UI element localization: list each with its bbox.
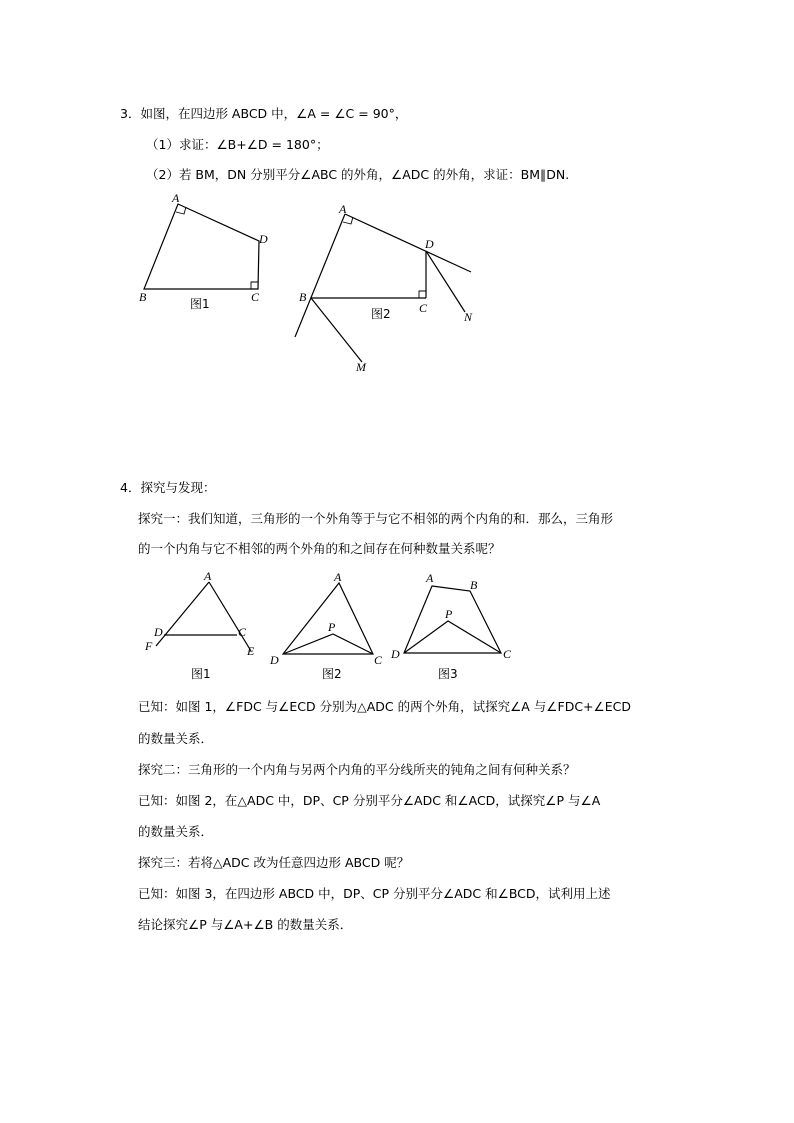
q3-fig2-ray-bm (311, 298, 362, 362)
q4-given3-line1: 已知：如图 3，在四边形 ABCD 中，DP、CP 分别平分∠ADC 和∠BCD，试利用上述 (138, 886, 611, 901)
q4-fig1-label-a: A (204, 569, 212, 583)
q3-fig1-label-d: D (259, 232, 268, 246)
q3-fig1-label-c: C (251, 290, 260, 304)
q3-part2: （2）若 BM，DN 分别平分∠ABC 的外角，∠ADC 的外角，求证：BM∥DN. (146, 167, 570, 182)
q3-fig2-label-a: A (339, 202, 347, 216)
q3-stem: 3．如图，在四边形 ABCD 中，∠A = ∠C = 90°， (120, 106, 408, 121)
q4-fig1-label-e: E (247, 644, 255, 658)
q4-fig3-label-p: P (445, 607, 453, 621)
q4-given2-line2: 的数量关系． (138, 824, 214, 839)
q4-fig2-triangle-adc (283, 583, 373, 654)
q4-fig2-label-p: P (328, 620, 336, 634)
q4-explore3: 探究三：若将△ADC 改为任意四边形 ABCD 呢？ (138, 855, 410, 870)
q4-title: 4．探究与发现： (120, 480, 216, 495)
q4-fig1-label-d: D (154, 625, 163, 639)
q4-fig1-side-ac-extended (209, 582, 251, 651)
q4-fig2-label-c: C (374, 653, 383, 667)
q4-fig2-label-d: D (270, 653, 279, 667)
q4-explore1-line1: 探究一：我们知道，三角形的一个外角等于与它不相邻的两个内角的和．那么，三角形 (138, 511, 614, 526)
q4-fig1-label-c: C (238, 625, 247, 639)
q3-fig1-label-b: B (139, 290, 147, 304)
q3-fig2-line-ab-extended (295, 214, 345, 337)
q4-given1-line1: 已知：如图 1，∠FDC 与∠ECD 分别为△ADC 的两个外角，试探究∠A 与∠FDC+∠ECD (138, 699, 631, 714)
q4-figure-1 (140, 566, 265, 686)
q3-fig1-label-a: A (172, 191, 180, 205)
q3-fig1-right-angle-c (251, 282, 258, 289)
q4-fig1-label-f: F (145, 639, 153, 653)
q3-fig2-right-angle-a (343, 217, 353, 224)
q3-fig1-right-angle-a (176, 207, 186, 214)
q4-explore2: 探究二：三角形的一个内角与另两个内角的平分线所夹的钝角之间有何种关系？ (138, 762, 576, 777)
q4-fig1-caption: 图1 (191, 667, 211, 681)
q4-fig1-side-ad-extended (156, 582, 209, 646)
q4-fig3-caption: 图3 (438, 667, 458, 681)
q4-explore1-line2: 的一个内角与它不相邻的两个外角的和之间存在何种数量关系呢？ (138, 541, 501, 556)
q3-part1: （1）求证：∠B+∠D = 180°； (146, 137, 329, 152)
q3-fig2-label-n: N (464, 310, 473, 324)
q4-fig3-label-c: C (503, 647, 512, 661)
q3-fig2-label-c: C (419, 301, 428, 315)
q4-fig2-label-a: A (334, 570, 342, 584)
q4-fig2-caption: 图2 (322, 667, 342, 681)
q3-fig2-label-m: M (356, 360, 366, 374)
q4-fig3-bisectors-dp-cp (404, 621, 501, 653)
q4-fig3-label-b: B (470, 578, 478, 592)
q4-given3-line2: 结论探究∠P 与∠A+∠B 的数量关系． (138, 917, 353, 932)
q3-fig2-label-b: B (299, 290, 307, 304)
q4-given1-line2: 的数量关系． (138, 731, 214, 746)
q4-fig3-label-d: D (391, 647, 400, 661)
q4-figure-2 (265, 566, 390, 686)
q3-fig2-caption: 图2 (371, 307, 391, 321)
q3-fig1-quadrilateral (144, 204, 259, 289)
q3-fig2-right-angle-c (419, 291, 426, 298)
q3-figure-2 (290, 200, 480, 378)
q3-fig1-caption: 图1 (190, 297, 210, 311)
q3-fig2-line-ad-extended (345, 214, 471, 272)
q3-fig2-label-d: D (425, 237, 434, 251)
q3-figure-1 (130, 190, 280, 315)
q4-given2-line1: 已知：如图 2，在△ADC 中，DP、CP 分别平分∠ADC 和∠ACD，试探究∠P 与∠A (138, 793, 601, 808)
q4-fig3-label-a: A (426, 571, 434, 585)
q4-figure-3 (388, 566, 523, 686)
